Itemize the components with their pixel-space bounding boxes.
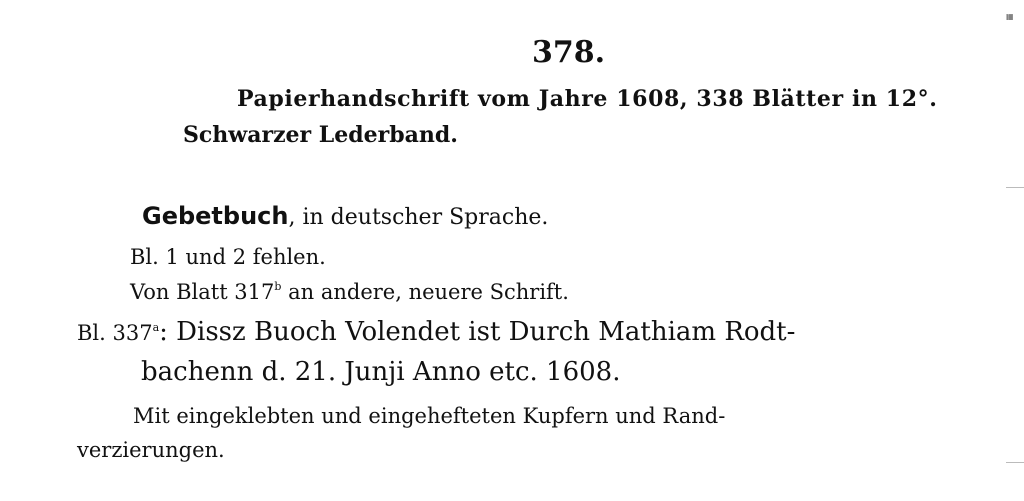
script-change-sup: b [274,280,282,293]
script-change-post: an andere, neuere Schrift. [281,280,569,304]
title-line [142,204,548,229]
margin-rule [1006,462,1024,463]
illustrations-note-1: Mit eingeklebten und eingehefteten Kupfern und Rand- [133,404,726,428]
margin-scan-mark: ▦ [1006,12,1014,21]
script-change-note [130,281,569,303]
script-change-pre: Von Blatt 317 [130,280,275,304]
colophon-line-2: bachenn d. 21. Junji Anno etc. 1608. [141,357,621,387]
entry-number: 378. [532,35,606,70]
binding-description: Schwarzer Lederband. [183,122,458,148]
illustrations-note-2: verzierungen. [77,438,225,462]
manuscript-description: Papierhandschrift vom Jahre 1608, 338 Blätter in 12°. [237,86,938,112]
title-language: , in deutscher Sprache. [288,205,549,230]
missing-leaves-note: Bl. 1 und 2 fehlen. [130,245,326,269]
colophon-sup: a [152,321,160,334]
colophon-text-1: : Dissz Buoch Volendet ist Durch Mathiam Rodt- [159,317,796,347]
margin-rule [1006,187,1024,188]
colophon-line-1 [77,319,795,345]
colophon-label: Bl. 337 [77,321,153,345]
work-title: Gebetbuch [142,202,289,230]
